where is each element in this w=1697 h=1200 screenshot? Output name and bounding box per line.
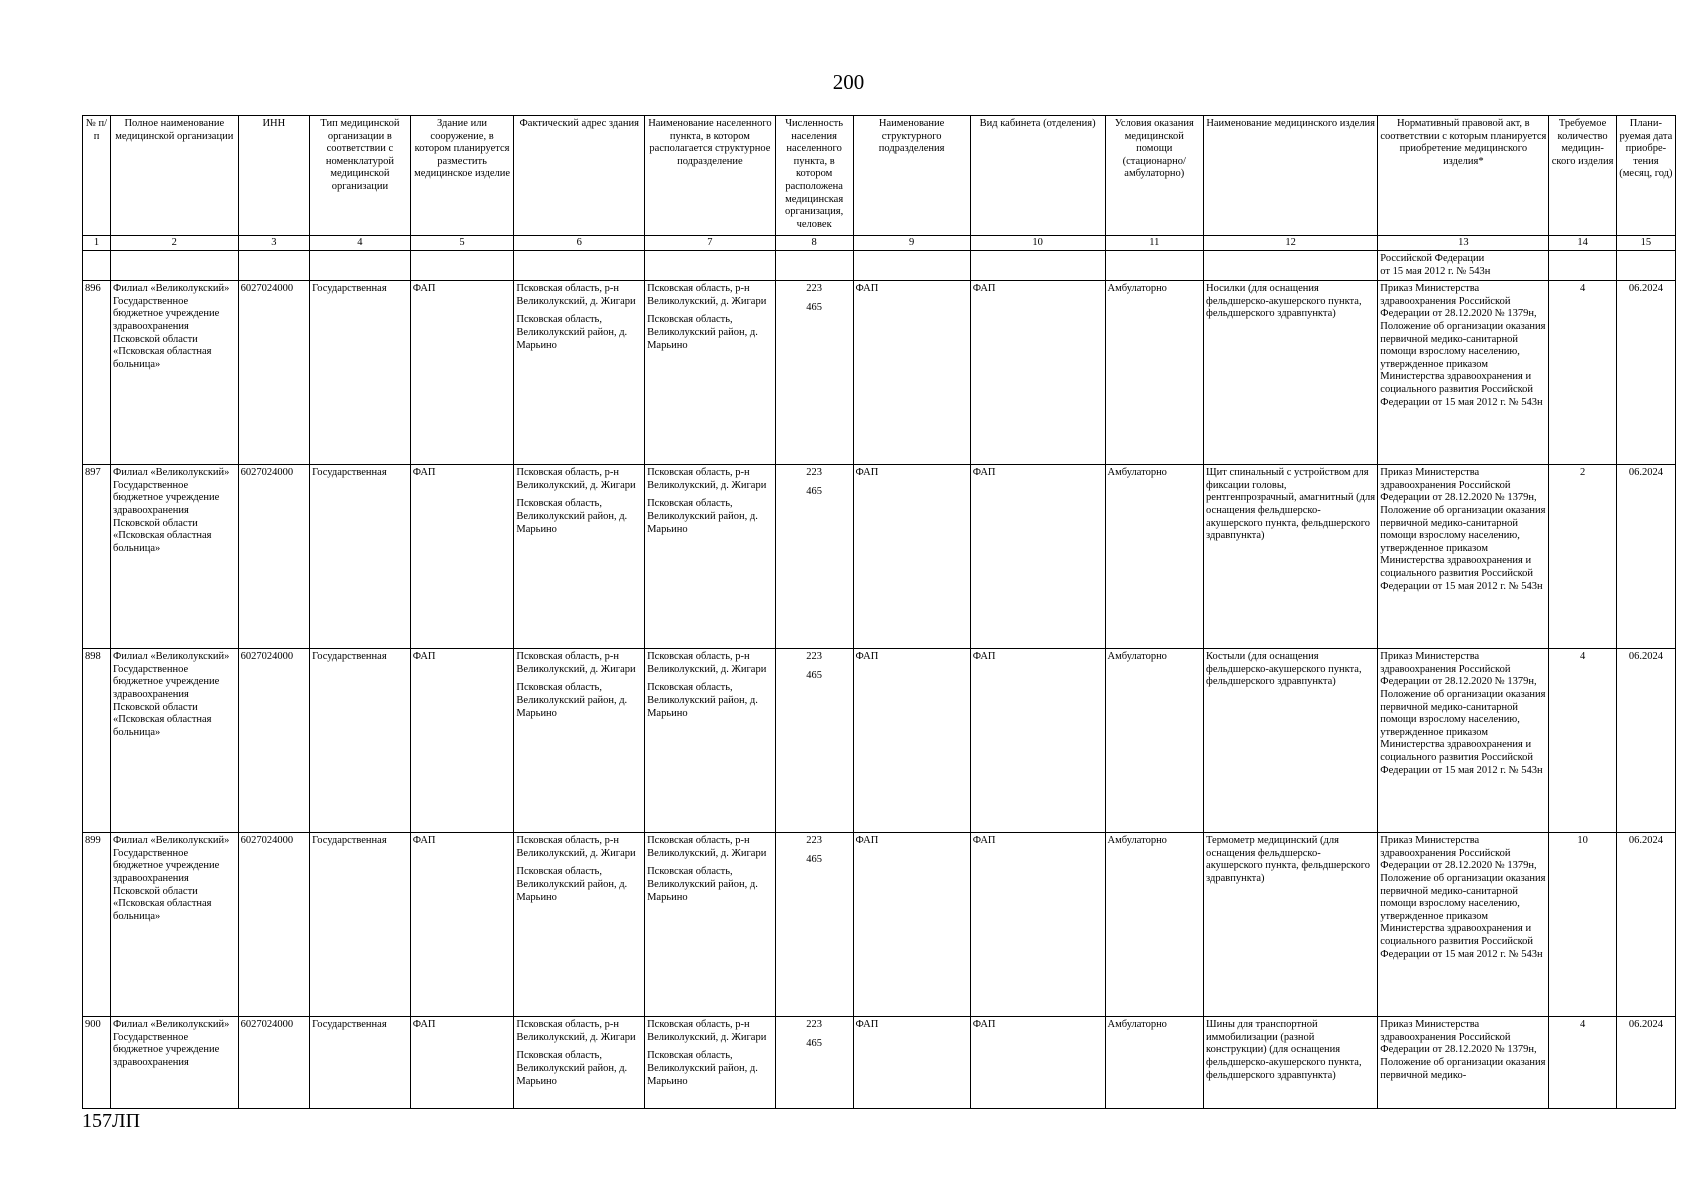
column-numbering-row [83, 236, 1676, 251]
inn-cell: 6027024000 [238, 281, 310, 465]
conditions-cell: Амбулаторно [1105, 833, 1204, 1017]
organization-cell: Филиал «Великолукский» Государственное бюджетное учреждение здравоохранения Псковской области «Псковская областная больница» [111, 465, 239, 649]
locality-cell [645, 833, 776, 1017]
conditions-cell: Амбулаторно [1105, 649, 1204, 833]
purchase-date-cell: 06.2024 [1616, 281, 1675, 465]
normative-act-cell: Приказ Министерства здравоохранения Российской Федерации от 28.12.2020 № 1379н, Положение об организации оказания первичной медико-санитарной помощи взрослому населению, утвержденное приказом Министерства здравоохранения и социального развития Российской Федерации от 15 мая 2012 г. № 543н [1378, 465, 1549, 649]
population-cell [775, 833, 853, 1017]
quantity-cell: 4 [1549, 281, 1616, 465]
address-cell [514, 1017, 645, 1109]
address-cell-line: Псковская область, Великолукский район, д. Марьино [516, 498, 628, 535]
column-number: 10 [970, 236, 1105, 251]
column-number: 14 [1549, 236, 1616, 251]
device-cell: Термометр медицинский (для оснащения фельдшерско-акушерского пункта, фельдшерского здравпункта) [1204, 833, 1378, 1017]
address-cell [514, 649, 645, 833]
building-cell: ФАП [410, 1017, 514, 1109]
header-cell: Наименование структурного подразделения [853, 116, 970, 236]
address-cell [514, 281, 645, 465]
address-cell-line: Псковская область, р-н Великолукский, д. Жигари [516, 1019, 636, 1043]
address-cell-line: Псковская область, Великолукский район, д. Марьино [516, 866, 628, 903]
subdivision-cell: ФАП [853, 281, 970, 465]
column-number: 8 [775, 236, 853, 251]
locality-cell [645, 281, 776, 465]
population-cell [775, 465, 853, 649]
column-number: 3 [238, 236, 310, 251]
equipment-table [82, 115, 1676, 1109]
cabinet-cell: ФАП [970, 649, 1105, 833]
document-code: 157ЛП [82, 1110, 141, 1132]
inn-cell: 6027024000 [238, 833, 310, 1017]
building-cell: ФАП [410, 833, 514, 1017]
organization-cell: Филиал «Великолукский» Государственное бюджетное учреждение здравоохранения Псковской области «Псковская областная больница» [111, 281, 239, 465]
locality-cell [645, 465, 776, 649]
header-row [83, 116, 1676, 236]
organization-cell: Филиал «Великолукский» Государственное бюджетное учреждение здравоохранения Псковской области «Псковская областная больница» [111, 833, 239, 1017]
subdivision-cell: ФАП [853, 1017, 970, 1109]
purchase-date-cell: 06.2024 [1616, 649, 1675, 833]
address-cell [514, 465, 645, 649]
population-cell-line: 223 [806, 1019, 823, 1031]
column-number: 7 [645, 236, 776, 251]
quantity-cell: 10 [1549, 833, 1616, 1017]
header-cell: Плани-руемая дата приобре-тения (месяц, год) [1616, 116, 1675, 236]
header-cell: Требуемое количество медицин-ского изделия [1549, 116, 1616, 236]
organization-cell: Филиал «Великолукский» Государственное бюджетное учреждение здравоохранения [111, 1017, 239, 1109]
locality-cell-line: Псковская область, р-н Великолукский, д. Жигари [647, 467, 767, 491]
header-cell: Вид кабинета (отделения) [970, 116, 1105, 236]
conditions-cell: Амбулаторно [1105, 1017, 1204, 1109]
table-row [83, 833, 1676, 1017]
organization-cell: Филиал «Великолукский» Государственное бюджетное учреждение здравоохранения Псковской области «Псковская областная больница» [111, 649, 239, 833]
org-type-cell: Государственная [310, 833, 411, 1017]
device-cell: Носилки (для оснащения фельдшерско-акушерского пункта, фельдшерского здравпункта) [1204, 281, 1378, 465]
column-number: 5 [410, 236, 514, 251]
org-type-cell: Государственная [310, 649, 411, 833]
page-number: 200 [832, 70, 865, 94]
purchase-date-cell: 06.2024 [1616, 833, 1675, 1017]
subdivision-cell: ФАП [853, 833, 970, 1017]
inn-cell: 6027024000 [238, 1017, 310, 1109]
row-number-cell: 898 [83, 649, 111, 833]
header-cell: Нормативный правовой акт, в соответствии с которым планируется приобретение медицинского изделия* [1378, 116, 1549, 236]
header-cell: Фактический адрес здания [514, 116, 645, 236]
row-number-cell: 896 [83, 281, 111, 465]
table-row [83, 281, 1676, 465]
population-cell-line: 465 [806, 669, 823, 681]
locality-cell-line: Псковская область, р-н Великолукский, д. Жигари [647, 1019, 767, 1043]
org-type-cell: Государственная [310, 465, 411, 649]
quantity-cell: 4 [1549, 649, 1616, 833]
column-number: 6 [514, 236, 645, 251]
device-cell: Шины для транспортной иммобилизации (разной конструкции) (для оснащения фельдшерско-акушерского пункта, фельдшерского здравпункта) [1204, 1017, 1378, 1109]
normative-act-cell: Приказ Министерства здравоохранения Российской Федерации от 28.12.2020 № 1379н, Положение об организации оказания первичной медико- [1378, 1017, 1549, 1109]
address-cell-line: Псковская область, р-н Великолукский, д. Жигари [516, 835, 636, 859]
population-cell-line: 465 [806, 853, 823, 865]
table-row [83, 649, 1676, 833]
continued-act-cell: Российской Федерации от 15 мая 2012 г. № 543н [1378, 251, 1549, 281]
column-number: 11 [1105, 236, 1204, 251]
column-number: 4 [310, 236, 411, 251]
purchase-date-cell: 06.2024 [1616, 1017, 1675, 1109]
column-number: 12 [1204, 236, 1378, 251]
subdivision-cell: ФАП [853, 465, 970, 649]
address-cell [514, 833, 645, 1017]
locality-cell [645, 649, 776, 833]
conditions-cell: Амбулаторно [1105, 465, 1204, 649]
locality-cell-line: Псковская область, р-н Великолукский, д. Жигари [647, 835, 767, 859]
conditions-cell: Амбулаторно [1105, 281, 1204, 465]
org-type-cell: Государственная [310, 1017, 411, 1109]
quantity-cell: 4 [1549, 1017, 1616, 1109]
locality-cell-line: Псковская область, Великолукский район, д. Марьино [647, 682, 758, 719]
table-row [83, 465, 1676, 649]
address-cell-line: Псковская область, Великолукский район, д. Марьино [516, 314, 628, 351]
device-cell: Костыли (для оснащения фельдшерско-акушерского пункта, фельдшерского здравпункта) [1204, 649, 1378, 833]
population-cell [775, 649, 853, 833]
population-cell-line: 465 [806, 1037, 823, 1049]
cabinet-cell: ФАП [970, 1017, 1105, 1109]
building-cell: ФАП [410, 465, 514, 649]
inn-cell: 6027024000 [238, 465, 310, 649]
continuation-row [83, 251, 1676, 281]
table-row [83, 1017, 1676, 1109]
population-cell-line: 465 [806, 301, 823, 313]
cabinet-cell: ФАП [970, 281, 1105, 465]
normative-act-cell: Приказ Министерства здравоохранения Российской Федерации от 28.12.2020 № 1379н, Положение об организации оказания первичной медико-санитарной помощи взрослому населению, утвержденное приказом Министерства здравоохранения и социального развития Российской Федерации от 15 мая 2012 г. № 543н [1378, 649, 1549, 833]
header-cell: Здание или сооружение, в котором планируется разместить медицинское изделие [410, 116, 514, 236]
org-type-cell: Государственная [310, 281, 411, 465]
population-cell-line: 223 [806, 835, 823, 847]
population-cell-line: 223 [806, 467, 823, 479]
device-cell: Щит спинальный с устройством для фиксации головы, рентгенпрозрачный, амагнитный (для оснащения фельдшерско-акушерского пункта, фельдшерского здравпункта) [1204, 465, 1378, 649]
population-cell [775, 1017, 853, 1109]
population-cell-line: 465 [806, 485, 823, 497]
header-cell: Условия оказания медицинской помощи (стационарно/ амбулаторно) [1105, 116, 1204, 236]
column-number: 1 [83, 236, 111, 251]
normative-act-cell: Приказ Министерства здравоохранения Российской Федерации от 28.12.2020 № 1379н, Положение об организации оказания первичной медико-санитарной помощи взрослому населению, утвержденное приказом Министерства здравоохранения и социального развития Российской Федерации от 15 мая 2012 г. № 543н [1378, 281, 1549, 465]
header-cell: Полное наименование медицинской организации [111, 116, 239, 236]
locality-cell [645, 1017, 776, 1109]
address-cell-line: Псковская область, р-н Великолукский, д. Жигари [516, 283, 636, 307]
quantity-cell: 2 [1549, 465, 1616, 649]
address-cell-line: Псковская область, Великолукский район, д. Марьино [516, 682, 628, 719]
locality-cell-line: Псковская область, Великолукский район, д. Марьино [647, 314, 758, 351]
locality-cell-line: Псковская область, Великолукский район, д. Марьино [647, 498, 758, 535]
cabinet-cell: ФАП [970, 833, 1105, 1017]
column-number: 13 [1378, 236, 1549, 251]
header-cell: Численность населения населенного пункта, в котором расположена медицинская организация, человек [775, 116, 853, 236]
column-number: 15 [1616, 236, 1675, 251]
row-number-cell: 900 [83, 1017, 111, 1109]
population-cell-line: 223 [806, 651, 823, 663]
header-cell: № п/п [83, 116, 111, 236]
building-cell: ФАП [410, 281, 514, 465]
address-cell-line: Псковская область, р-н Великолукский, д. Жигари [516, 467, 636, 491]
locality-cell-line: Псковская область, Великолукский район, д. Марьино [647, 1050, 758, 1087]
locality-cell-line: Псковская область, р-н Великолукский, д. Жигари [647, 283, 767, 307]
normative-act-cell: Приказ Министерства здравоохранения Российской Федерации от 28.12.2020 № 1379н, Положение об организации оказания первичной медико-санитарной помощи взрослому населению, утвержденное приказом Министерства здравоохранения и социального развития Российской Федерации от 15 мая 2012 г. № 543н [1378, 833, 1549, 1017]
row-number-cell: 899 [83, 833, 111, 1017]
address-cell-line: Псковская область, р-н Великолукский, д. Жигари [516, 651, 636, 675]
address-cell-line: Псковская область, Великолукский район, д. Марьино [516, 1050, 628, 1087]
header-cell: Наименование медицинского изделия [1204, 116, 1378, 236]
locality-cell-line: Псковская область, р-н Великолукский, д. Жигари [647, 651, 767, 675]
header-cell: Тип медицинской организации в соответствии с номенклатурой медицинской организации [310, 116, 411, 236]
locality-cell-line: Псковская область, Великолукский район, д. Марьино [647, 866, 758, 903]
inn-cell: 6027024000 [238, 649, 310, 833]
building-cell: ФАП [410, 649, 514, 833]
cabinet-cell: ФАП [970, 465, 1105, 649]
subdivision-cell: ФАП [853, 649, 970, 833]
row-number-cell: 897 [83, 465, 111, 649]
purchase-date-cell: 06.2024 [1616, 465, 1675, 649]
column-number: 2 [111, 236, 239, 251]
header-cell: ИНН [238, 116, 310, 236]
population-cell-line: 223 [806, 283, 823, 295]
column-number: 9 [853, 236, 970, 251]
population-cell [775, 281, 853, 465]
header-cell: Наименование населенного пункта, в котором располагается структурное подразделение [645, 116, 776, 236]
